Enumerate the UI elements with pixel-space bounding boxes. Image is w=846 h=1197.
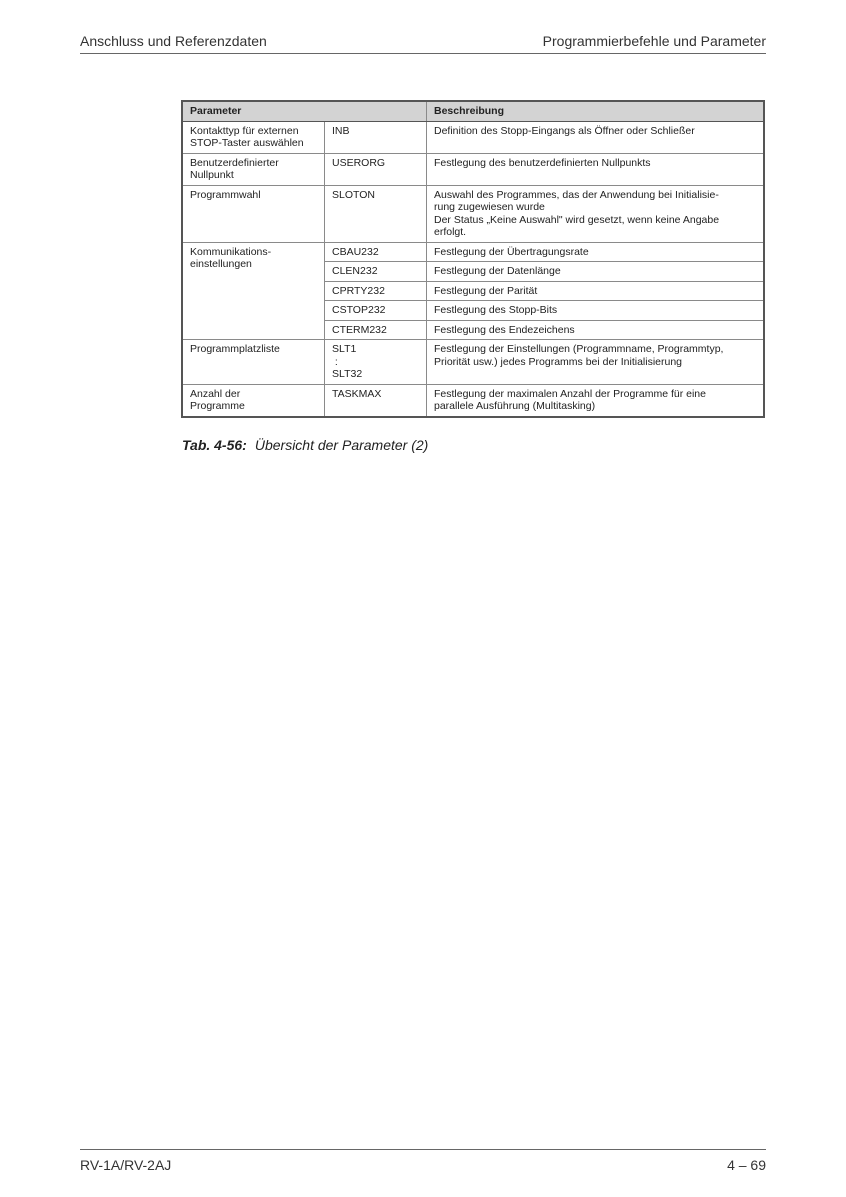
param-desc-line: Der Status „Keine Auswahl" wird gesetzt, wenn keine Angabe (434, 213, 720, 226)
param-desc-cell (427, 185, 765, 242)
parameter-table (181, 100, 765, 418)
param-code-line: INB (332, 124, 350, 137)
param-name-cell (182, 384, 325, 417)
param-name-line: einstellungen (190, 258, 252, 270)
param-name-line: Programmplatzliste (190, 343, 280, 355)
param-code-line: SLT32 (332, 368, 363, 380)
page-footer (80, 1149, 766, 1174)
table-row (182, 340, 764, 385)
param-desc-line: Festlegung der Datenlänge (434, 265, 561, 277)
param-name-cell (182, 121, 325, 153)
param-name-cell (182, 185, 325, 242)
param-desc-cell (427, 301, 765, 321)
table-header-row (182, 101, 764, 121)
table-row (182, 185, 764, 242)
param-desc-line: Festlegung des Endezeichens (434, 323, 575, 336)
param-code-line: : (332, 355, 338, 368)
param-desc-line: Auswahl des Programmes, das der Anwendung bei Initialisie- (434, 188, 719, 201)
param-code-cell (325, 384, 427, 417)
caption-number: Tab. 4-56: (182, 437, 247, 453)
param-code-cell (325, 281, 427, 301)
page-header (80, 33, 766, 54)
param-code-cell (325, 262, 427, 282)
param-desc-cell (427, 262, 765, 282)
param-desc-line: parallele Ausführung (Multitasking) (434, 400, 596, 412)
param-desc-line: Definition des Stopp-Eingangs als Öffner oder Schließer (434, 124, 695, 137)
param-desc-cell (427, 121, 765, 153)
param-name-cell (182, 153, 325, 185)
param-code-line: CTERM232 (332, 323, 387, 336)
param-code-line: SLT1 (332, 343, 357, 355)
caption-text: Übersicht der Parameter (2) (254, 437, 429, 453)
param-name-line: Programmwahl (190, 188, 261, 201)
param-code-line: SLOTON (332, 188, 375, 201)
param-desc-line: Festlegung der Parität (434, 284, 538, 297)
header-right-title: Programmierbefehle und Parameter (542, 33, 766, 49)
param-code-cell (325, 153, 427, 185)
param-desc-cell (427, 384, 765, 417)
param-code-line: CBAU232 (332, 245, 379, 258)
param-code-line: CSTOP232 (332, 304, 386, 316)
table-row (182, 384, 764, 417)
table-row (182, 242, 764, 262)
param-name-line: Benutzerdefinierter (190, 156, 279, 169)
header-parameter: Parameter (182, 101, 427, 121)
param-code-cell (325, 185, 427, 242)
param-code-cell (325, 301, 427, 321)
param-desc-cell (427, 242, 765, 262)
header-beschreibung: Beschreibung (427, 101, 765, 121)
param-desc-line: erfolgt. (434, 226, 467, 238)
param-desc-cell (427, 320, 765, 340)
table-row (182, 153, 764, 185)
header-left-title: Anschluss und Referenzdaten (80, 33, 267, 49)
param-code-cell (325, 340, 427, 385)
param-name-line: Programme (190, 400, 245, 412)
param-name-line: Nullpunkt (190, 169, 234, 181)
param-code-line: USERORG (332, 156, 386, 169)
param-desc-line: Priorität usw.) jedes Programms bei der Initialisierung (434, 355, 683, 368)
footer-model: RV-1A/RV-2AJ (80, 1157, 172, 1173)
param-code-cell (325, 242, 427, 262)
param-desc-line: Festlegung des Stopp-Bits (434, 304, 558, 316)
param-desc-cell (427, 281, 765, 301)
param-code-cell (325, 121, 427, 153)
param-code-cell (325, 320, 427, 340)
param-desc-line: Festlegung des benutzerdefinierten Nullpunkts (434, 156, 651, 169)
param-name-line: STOP-Taster auswählen (190, 137, 304, 149)
param-desc-cell (427, 153, 765, 185)
param-name-line: Anzahl der (190, 387, 241, 400)
table-caption (182, 437, 428, 453)
param-code-line: CPRTY232 (332, 284, 385, 297)
param-desc-cell (427, 340, 765, 385)
param-name-cell (182, 242, 325, 340)
param-name-line: Kontakttyp für externen (190, 124, 299, 137)
param-desc-line: Festlegung der maximalen Anzahl der Programme für eine (434, 387, 706, 400)
page-number: 4 – 69 (727, 1157, 766, 1173)
param-code-line: CLEN232 (332, 265, 378, 277)
param-desc-line: Festlegung der Einstellungen (Programmname, Programmtyp, (434, 343, 724, 355)
param-code-line: TASKMAX (332, 387, 382, 400)
param-name-cell (182, 340, 325, 385)
param-desc-line: rung zugewiesen wurde (434, 201, 545, 213)
table-row (182, 121, 764, 153)
param-desc-line: Festlegung der Übertragungsrate (434, 245, 589, 258)
param-name-line: Kommunikations- (190, 245, 272, 258)
